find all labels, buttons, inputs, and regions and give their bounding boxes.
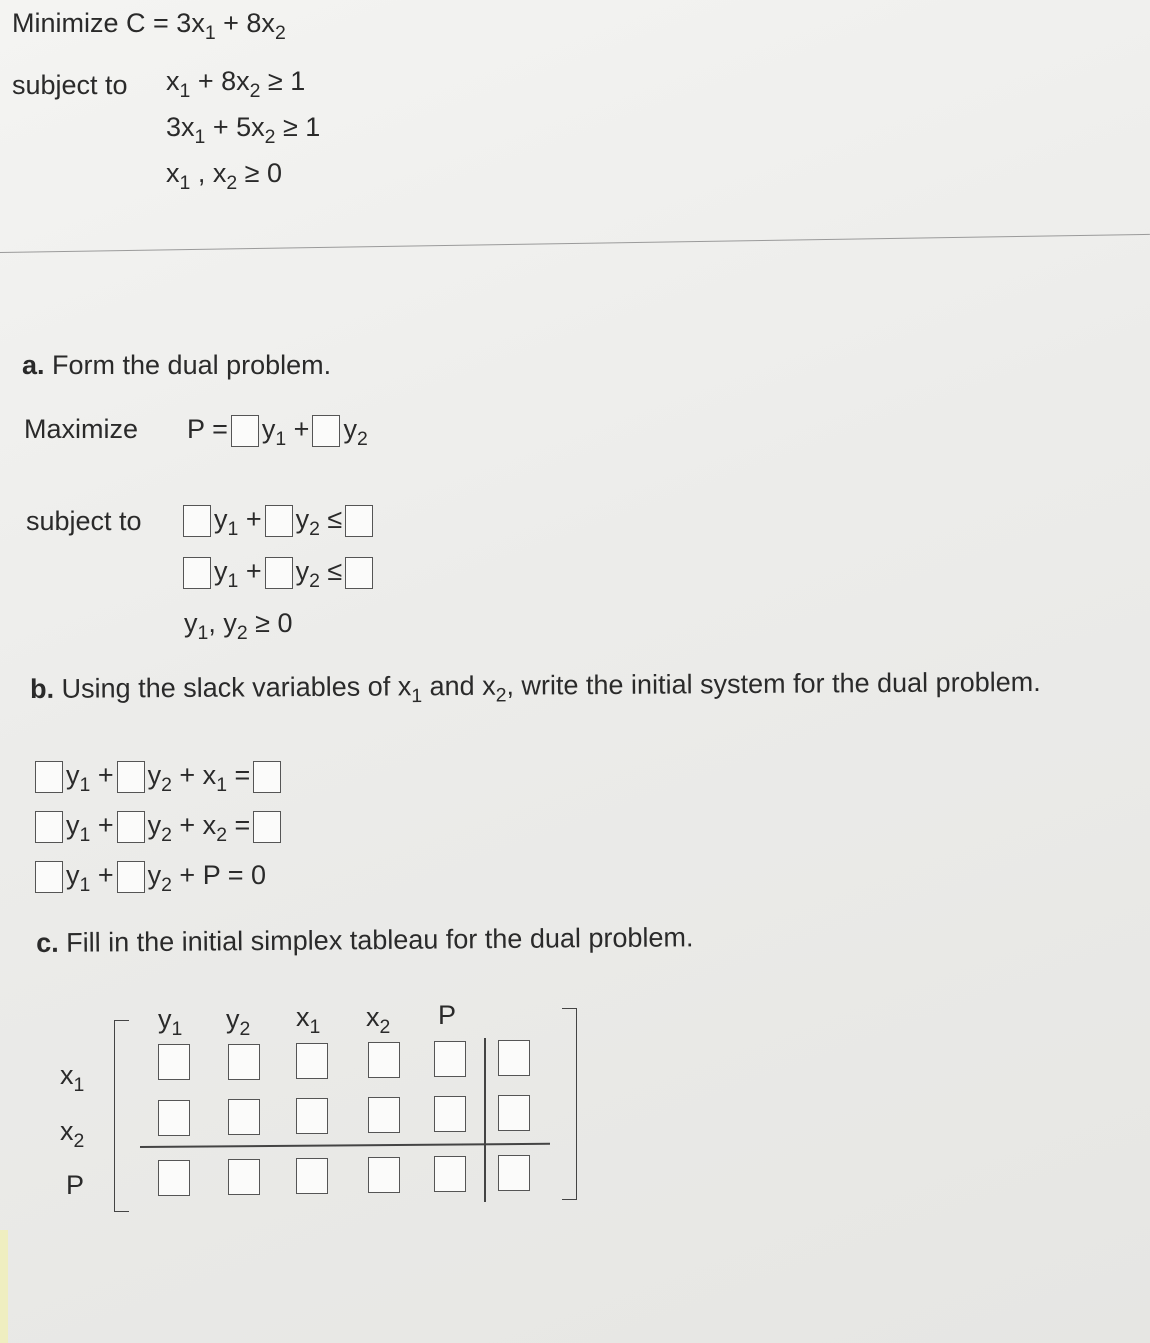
sys-r2-rhs-input[interactable] <box>253 811 281 843</box>
sys-r2-y1-coef-input[interactable] <box>35 811 63 843</box>
tableau-cell-r1-p[interactable] <box>434 1041 466 1077</box>
tableau-cell-r1-x2[interactable] <box>368 1042 400 1078</box>
sys-r3-y2-coef-input[interactable] <box>117 861 145 893</box>
tableau-col-x2: $x_2$ <box>366 1002 391 1038</box>
sys-r3-y1-coef-input[interactable] <box>35 861 63 893</box>
tableau-cell-r3-y1[interactable] <box>158 1160 190 1196</box>
tableau-cell-r3-x1[interactable] <box>296 1158 328 1194</box>
sys-r2-y2-coef-input[interactable] <box>117 811 145 843</box>
section-divider <box>0 234 1150 253</box>
tableau-row-x2: $x_2$ <box>60 1116 85 1152</box>
tableau-row-p: P <box>66 1170 85 1200</box>
dual-c1-y2-coef-input[interactable] <box>265 505 293 537</box>
part-c-heading: c. Fill in the initial simplex tableau for the dual problem. <box>36 922 694 958</box>
sys-r1-y2-coef-input[interactable] <box>117 761 145 793</box>
sys-r1-y1-coef-input[interactable] <box>35 761 63 793</box>
part-a-heading: a. Form the dual problem. <box>22 350 332 380</box>
dual-objective: Maximize $P = y_1 + y_2$ <box>24 414 368 450</box>
tableau-row-x1: $x_1$ <box>60 1060 85 1096</box>
primal-nonnegativity: $x_1$ , $x_2 \ge 0$ <box>166 158 282 194</box>
dual-c2-rhs-input[interactable] <box>345 557 373 589</box>
primal-objective: Minimize $C = 3x_1 + 8x_2$ <box>12 8 286 44</box>
tableau-cell-r2-x1[interactable] <box>296 1098 328 1134</box>
tableau-cell-r3-x2[interactable] <box>368 1157 400 1193</box>
obj-coef-y1-input[interactable] <box>231 415 259 447</box>
primal-constraint-2: $3x_1 + 5x_2 \ge 1$ <box>166 112 321 148</box>
tableau-cell-r1-y2[interactable] <box>228 1044 260 1080</box>
initial-system-row-1: $y_1 + y_2 + x_1$ = <box>32 760 284 793</box>
tableau-horizontal-divider <box>140 1143 550 1148</box>
sys-r1-rhs-input[interactable] <box>253 761 281 793</box>
dual-nonnegativity: $y_1$, $y_2 \ge 0$ <box>184 608 293 644</box>
tableau-cell-r2-y1[interactable] <box>158 1100 190 1136</box>
dual-constraint-2: $y_1 + y_2$ ≤ <box>180 556 376 589</box>
tableau-cell-r3-rhs[interactable] <box>498 1155 530 1191</box>
tableau-cell-r3-p[interactable] <box>434 1156 466 1192</box>
tableau-cell-r1-y1[interactable] <box>158 1044 190 1080</box>
initial-system-row-2: $y_1 + y_2 + x_2$ = <box>32 810 284 843</box>
initial-system-row-3: $y_1 + y_2 + P = 0$ <box>32 860 266 893</box>
part-b-heading: b. Using the slack variables of $x_1$ and $x_2$, write the initial system for the dual problem. <box>30 666 1041 708</box>
page-edge-shadow <box>0 1230 8 1343</box>
tableau-col-y2: $y_2$ <box>226 1004 251 1040</box>
tableau-cell-r3-y2[interactable] <box>228 1159 260 1195</box>
tableau-cell-r2-p[interactable] <box>434 1096 466 1132</box>
primal-subject-to: subject to <box>12 70 128 100</box>
dual-c2-y1-coef-input[interactable] <box>183 557 211 589</box>
tableau-cell-r2-rhs[interactable] <box>498 1095 530 1131</box>
obj-coef-y2-input[interactable] <box>312 415 340 447</box>
dual-subject-to: subject to <box>26 506 142 536</box>
tableau-right-bracket <box>562 1008 577 1200</box>
tableau-left-bracket <box>114 1020 129 1212</box>
tableau-vertical-divider <box>484 1038 486 1202</box>
dual-c2-y2-coef-input[interactable] <box>265 557 293 589</box>
tableau-col-x1: $x_1$ <box>296 1002 321 1038</box>
tableau-cell-r1-rhs[interactable] <box>498 1040 530 1076</box>
dual-c1-rhs-input[interactable] <box>345 505 373 537</box>
tableau-cell-r2-x2[interactable] <box>368 1097 400 1133</box>
primal-constraint-1: $x_1 + 8x_2 \ge 1$ <box>166 66 306 102</box>
tableau-col-p: P <box>438 1000 457 1030</box>
dual-constraint-1: $y_1 + y_2$ ≤ <box>180 504 376 537</box>
tableau-cell-r1-x1[interactable] <box>296 1043 328 1079</box>
dual-c1-y1-coef-input[interactable] <box>183 505 211 537</box>
tableau-cell-r2-y2[interactable] <box>228 1099 260 1135</box>
tableau-col-y1: $y_1$ <box>158 1004 183 1040</box>
